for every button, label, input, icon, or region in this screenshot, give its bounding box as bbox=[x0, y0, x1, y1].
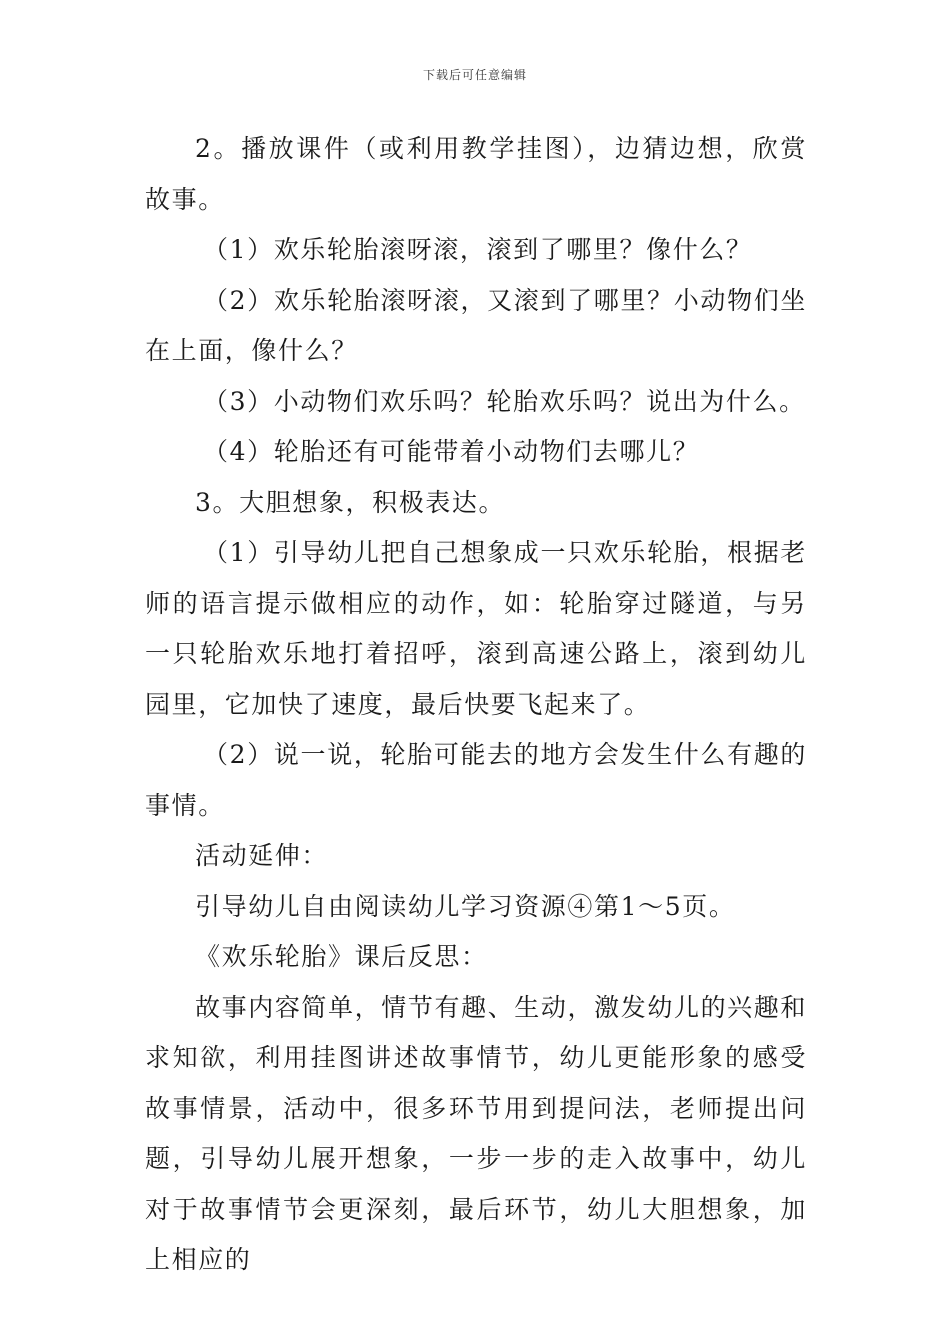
paragraph-question-1: （1）欢乐轮胎滚呀滚，滚到了哪里？像什么？ bbox=[203, 235, 753, 264]
paragraph-step-3-item-2: （2）说一说，轮胎可能去的地方会发生什么有趣的事情。 bbox=[145, 740, 807, 820]
paragraph-extension-body: 引导幼儿自由阅读幼儿学习资源④第1～5页。 bbox=[195, 891, 736, 921]
paragraph-step-3-item-1: （1）引导幼儿把自己想象成一只欢乐轮胎，根据老师的语言提示做相应的动作，如：轮胎穿过隧道，与另一只轮胎欢乐地打着招呼，滚到高速公路上，滚到幼儿园里，它加快了速度，最后快要飞起来了。 bbox=[145, 538, 807, 719]
page-header-note: 下载后可任意编辑 bbox=[422, 68, 527, 82]
paragraph-reflection-heading: 《欢乐轮胎》课后反思： bbox=[195, 942, 488, 971]
paragraph-question-4: （4）轮胎还有可能带着小动物们去哪儿？ bbox=[203, 437, 700, 466]
paragraph-question-2: （2）欢乐轮胎滚呀滚，又滚到了哪里？小动物们坐在上面，像什么？ bbox=[145, 285, 807, 365]
paragraph-question-3: （3）小动物们欢乐吗？轮胎欢乐吗？说出为什么。 bbox=[203, 386, 806, 416]
paragraph-reflection-body: 故事内容简单，情节有趣、生动，激发幼儿的兴趣和求知欲，利用挂图讲述故事情节，幼儿更能形象的感受故事情景，活动中，很多环节用到提问法，老师提出问题，引导幼儿展开想象，一步一步的走入故事中，幼儿对于故事情节会更深刻，最后环节，幼儿大胆想象，加上相应的 bbox=[145, 992, 807, 1274]
paragraph-extension-heading: 活动延伸： bbox=[195, 841, 329, 870]
document-body bbox=[145, 124, 807, 1286]
paragraph-step-2: 2。播放课件（或利用教学挂图），边猜边想，欣赏故事。 bbox=[145, 134, 807, 214]
paragraph-step-3: 3。大胆想象，积极表达。 bbox=[195, 487, 506, 517]
